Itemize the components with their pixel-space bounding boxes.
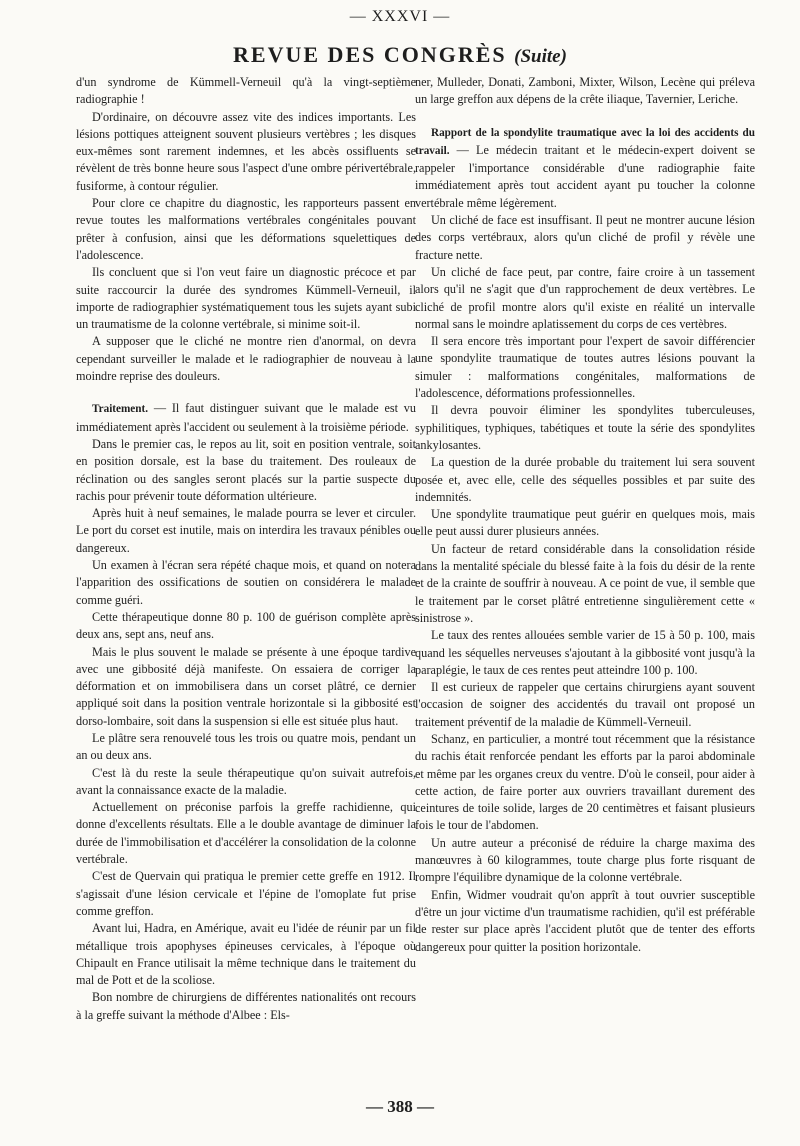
paragraph-text: — Le médecin traitant et le médecin-expert doivent se rappeler l'importance considérable d'une radiographie faite immédiatement après tout accident ayant pu toucher la colonne vertébrale même légèrement. bbox=[415, 142, 755, 210]
paragraph: Enfin, Widmer voudrait qu'on apprît à tout ouvrier susceptible d'être un jour victime d'un traumatisme rachidien, qu'il est préférable de rester sur place après l'accident plutôt que de tenter des efforts dangereux pour quitter la position horizontale. bbox=[415, 887, 755, 954]
page-title bbox=[0, 42, 800, 68]
left-column bbox=[76, 74, 416, 1024]
paragraph: Il devra pouvoir éliminer les spondylites tuberculeuses, syphilitiques, typhiques, tabétiques et toute la série des spondylites ankylosantes. bbox=[415, 403, 755, 452]
paragraph: d'un syndrome de Kümmell-Verneuil qu'à la vingt-septième radiographie ! bbox=[76, 75, 416, 107]
page-roman-numeral: — XXXVI — bbox=[349, 8, 451, 25]
paragraph: Cette thérapeutique donne 80 p. 100 de guérison complète après deux ans, sept ans, neuf ans. bbox=[76, 609, 416, 642]
paragraph: Bon nombre de chirurgiens de différentes nationalités ont recours à la greffe suivant la méthode d'Albee : Els- bbox=[76, 990, 416, 1022]
paragraph: Pour clore ce chapitre du diagnostic, les rapporteurs passent en revue toutes les malformations vertébrales congénitales pouvant prêter à confusion, ainsi que les déformations squelettiques de l'adolescence. bbox=[76, 196, 416, 262]
paragraph: C'est de Quervain qui pratiqua le premier cette greffe en 1912. Il s'agissait d'une lésion cervicale et l'épine de l'omoplate fut prise comme greffon. bbox=[76, 869, 416, 918]
paragraph: Dans le premier cas, le repos au lit, soit en position ventrale, soit en position dorsale, est la base du traitement. Des rouleaux de réclination ou des sangles seront placés sur la partie suspecte du rachis pour prévenir toute déformation ultérieure. bbox=[76, 436, 416, 503]
paragraph: Un autre auteur a préconisé de réduire la charge maxima des manœuvres à 60 kilogrammes, toute charge plus forte risquant de rompre l'équilibre dynamique de la colonne vertébrale. bbox=[415, 835, 755, 885]
paragraph: Ils concluent que si l'on veut faire un diagnostic précoce et par suite raccourcir la durée des syndromes Kümmell-Verneuil, il importe de radiographier systématiquement tous les sujets ayant subi un traumatisme de la colonne vertébrale, si minime soit-il. bbox=[76, 265, 416, 332]
paragraph: Actuellement on préconise parfois la greffe rachidienne, qui donne d'excellents résultats. Elle a le double avantage de diminuer la durée de l'immobilisation et d'accélérer la consolidation de la colonne vertébrale. bbox=[76, 800, 416, 867]
paragraph: Une spondylite traumatique peut guérir en quelques mois, mais elle peut aussi durer plusieurs années. bbox=[415, 507, 755, 539]
paragraph: Un cliché de face peut, par contre, faire croire à un tassement alors qu'il ne s'agit que d'un rapprochement de deux vertèbres. Le cliché de profil montre alors qu'il existe en réalité un intervalle normal sans le moindre aplatissement du corps de ces vertèbres. bbox=[415, 264, 755, 331]
paragraph: Schanz, en particulier, a montré tout récemment que la résistance du rachis était renforcée pendant les efforts par la paroi abdominale et même par les organes creux du ventre. D'où le conseil, pour aider à cette action, de faire porter aux ouvriers travaillant durement des ceintures de toile solide, larges de 20 centimètres et faisant plusieurs fois le tour de l'abdomen. bbox=[415, 731, 755, 833]
paragraph: Le plâtre sera renouvelé tous les trois ou quatre mois, pendant un an ou deux ans. bbox=[76, 730, 416, 763]
section-heading-traitement: Traitement. bbox=[92, 403, 149, 416]
right-column bbox=[415, 74, 755, 956]
page-number: — 388 — bbox=[366, 1097, 434, 1116]
paragraph: Après huit à neuf semaines, le malade pourra se lever et circuler. Le port du corset est inutile, mais on interdira les travaux pénibles ou dangereux. bbox=[76, 506, 416, 555]
paragraph: ner, Mulleder, Donati, Zamboni, Mixter, Wilson, Lecène qui préleva un large greffon aux dépens de la crête iliaque, Tavernier, Leriche. bbox=[415, 75, 755, 107]
section-heading-rapport: Rapport de la spondylite traumatique avec la loi des accidents du travail. bbox=[415, 126, 755, 157]
paragraph: Le taux des rentes allouées semble varier de 15 à 50 p. 100, mais quand les séquelles nerveuses s'ajoutant à la gibbosité vont jusqu'à la paraplégie, le taux de ces rentes peut atteindre 100 p. 100. bbox=[415, 628, 755, 677]
rapport-paragraph bbox=[415, 124, 755, 212]
page-title-suffix: (Suite) bbox=[514, 46, 567, 67]
paragraph-text: — Il faut distinguer suivant que le malade est vu immédiatement après l'accident ou seulement à la troisième période. bbox=[76, 401, 416, 434]
paragraph: Mais le plus souvent le malade se présente à une époque tardive avec une gibbosité déjà manifeste. On essaiera de corriger la déformation et on immobilisera dans un corset plâtré, ce dernier appliqué soit dans la position ventrale horizontale si la gibbosité est dorso-lombaire, soit dans la suspension si elle est située plus haut. bbox=[76, 644, 416, 728]
paragraph: Il est curieux de rappeler que certains chirurgiens ayant souvent l'occasion de soigner des accidentés du travail ont proposé un traitement préventif de la maladie de Kümmell-Verneuil. bbox=[415, 680, 755, 729]
paragraph: Un examen à l'écran sera répété chaque mois, et quand on notera l'apparition des ossifications de soutien on considérera le malade comme guéri. bbox=[76, 558, 416, 607]
paragraph: Avant lui, Hadra, en Amérique, avait eu l'idée de réunir par un fil métallique trois apophyses épineuses cervicales, à l'époque où Chipault en France utilisait la même technique dans le traitement du mal de Pott et de la scoliose. bbox=[76, 921, 416, 988]
paragraph: Un cliché de face est insuffisant. Il peut ne montrer aucune lésion des corps vertébraux, alors qu'un cliché de profil y révèle une fracture nette. bbox=[415, 213, 755, 262]
paragraph: A supposer que le cliché ne montre rien d'anormal, on devra cependant surveiller le malade et le radiographier de nouveau à la moindre reprise des douleurs. bbox=[76, 334, 416, 384]
paragraph: D'ordinaire, on découvre assez vite des indices importants. Les lésions pottiques atteignent souvent plusieurs vertèbres ; les disques eux-mêmes sont rarement indemnes, et les abcès ossifluents se révèlent de très bonne heure sous l'aspect d'une ombre périvertébrale, fusiforme, à contour régulier. bbox=[76, 109, 416, 193]
page-title-main: REVUE DES CONGRÈS bbox=[233, 42, 507, 67]
paragraph: Un facteur de retard considérable dans la consolidation réside dans la mentalité spéciale du blessé faite à la fois du désir de la rente et de la crainte de souffrir à nouveau. A ce point de vue, il semble que le traitement par le corset plâtré entretienne singulièrement cette « sinistrose ». bbox=[415, 541, 755, 625]
paragraph: La question de la durée probable du traitement lui sera souvent posée et, avec elle, celle des séquelles possibles et par suite des indemnités. bbox=[415, 455, 755, 504]
paragraph: C'est là du reste la seule thérapeutique qu'on suivait autrefois, avant la connaissance exacte de la maladie. bbox=[76, 765, 416, 797]
paragraph: Il sera encore très important pour l'expert de savoir différencier une spondylite traumatique de toutes autres lésions pouvant la simuler : malformations congénitales, malformations de l'adolescence, déformations professionnelles. bbox=[415, 334, 755, 401]
traitement-paragraph bbox=[76, 400, 416, 436]
